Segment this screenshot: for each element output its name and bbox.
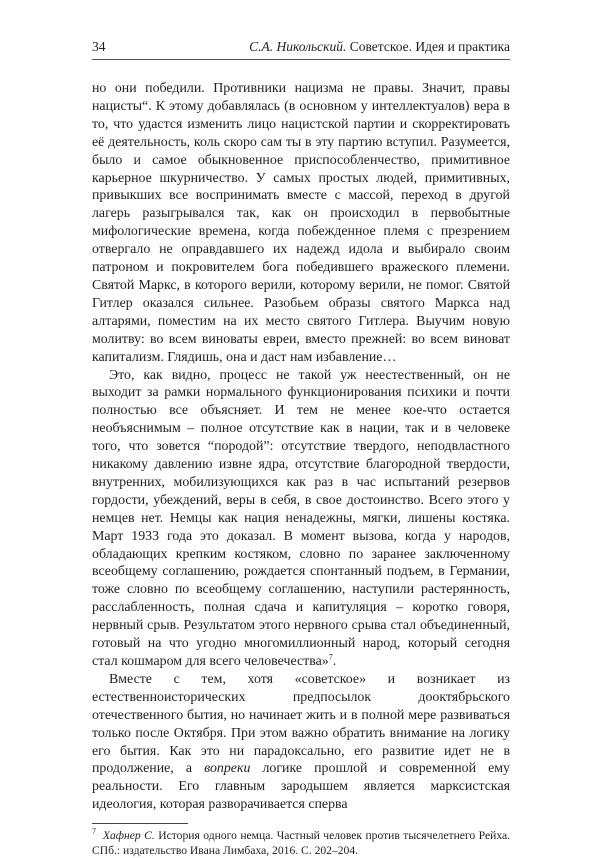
- paragraph-3-text-a: Вместе с тем, хотя «советское» и возникает из естественноисторических предпосылок дооктябрьского отечественного бытия, но начинает жить и в полной мере развиваться только после Октября. При этом важно обратить внимание на логику его бытия. Как это ни парадоксально, его развитие идет не в продолжение, а: [92, 671, 510, 777]
- running-title: [249, 38, 510, 55]
- running-header: [92, 38, 510, 60]
- footnote: [92, 828, 510, 858]
- page-number: 34: [92, 39, 106, 54]
- paragraph-2: Это, как видно, процесс не такой уж неестественный, он не выходит за рамки нормального функционирования психики и почти полностью все объясняет. И тем не менее кое-что остается необъяснимым – полное отсутствие как в нации, так и в человеке того, что зовется “породой”: отсутствие твердого, неподвластного никакому давлению извне ядра, отсутствие благородной твердости, внутренних, мобилизующихся как раз в час испытаний резервов гордости, убеждений, веры в себя, в свое достоинство. Всего этого у немцев нет. Немцы как нация ненадежны, мягки, лишены костяка. Март 1933 года это доказал. В момент вызова, когда у народов, обладающих крепким костяком, словно по заранее заключенному всеобщему соглашению, рождается спонтанный подъем, в Германии, тоже словно по всеобщему соглашению, наступили растерянность, расслабленность, полная сдача и капитуляция – коротко говоря, нервный срыв. Результатом этого нервного срыва стал объединенный, готовый на что угодно многомиллионный народ, который сегодня стал кошмаром для всего человечества»$^7$.: [92, 367, 510, 669]
- paragraph-2-text: Это, как видно, процесс не такой уж неестественный, он не выходит за рамки нормального функционирования психики и почти полностью все объясняет. И тем не менее кое-что остается необъяснимым – полное отсутствие как в нации, так и в человеке того, что зовется “породой”: отсутствие твердого, неподвластного никакому давлению извне ядра, отсутствие благородной твердости, внутренних, мобилизующихся как раз в час испытаний резервов гордости, убеждений, веры в себя, в свое достоинство. Всего этого у немцев нет. Немцы как нация ненадежны, мягки, лишены костяка. Март 1933 года это доказал. В момент вызова, когда у народов, обладающих крепким костяком, словно по заранее заключенному всеобщему соглашению, рождается спонтанный подъем, в Германии, тоже словно по всеобщему соглашению, наступили растерянность, расслабленность, полная сдача и капитуляция – коротко говоря, нервный срыв. Результатом этого нервного срыва стал объединенный, готовый на что угодно многомиллионный народ, который сегодня стал кошмаром для всего человечества»: [92, 367, 510, 669]
- running-author: С.А. Никольский.: [249, 39, 347, 54]
- footnote-divider: [92, 823, 188, 824]
- paragraph-3-emphasis: вопреки: [204, 761, 251, 777]
- paragraph-1: но они победили. Противники нацизма не правы. Значит, правы нацисты“. К этому добавлялась (в основном у интеллектуалов) вера в то, что удастся изменить лицо нацистской партии и скорректировать её деятельность, коль скоро сам ты в эту партию вступил. Разумеется, было и самое обыкновенное приспособленчество, примитивное карьерное шкурничество. У самых простых людей, примитивных, привыкших все воспринимать вместе с массой, переход в другой лагерь разыгрывался так, как он происходил в первобытные мифологические времена, когда побежденное племя с презрением отвергало не оправдавшего их надежд идола и выбирало своим патроном и покровителем бога победившего вражеского племени. Святой Маркс, в которого верили, которому верили, не помог. Святой Гитлер оказался сильнее. Разобьем образы святого Маркса над алтарями, поместим на их место святого Гитлера. Выучим новую молитву: во всем виноваты евреи, вместо прежней: во всем виноват капитализм. Глядишь, она и даст нам избавление…: [92, 81, 510, 365]
- main-text: [92, 80, 510, 814]
- footnote-number: 7: [92, 827, 96, 837]
- footnote-text: История одного немца. Частный человек против тысячелетнего Рейха. СПб.: издательство Ивана Лимбаха, 2016. С. 202–204.: [92, 829, 511, 858]
- book-page: [92, 38, 510, 858]
- paragraph-3-text-b: логике прошлой и современной ему реальности. Его главным зародышем является марксистская идеология, которая разворачивается сперва: [92, 761, 510, 813]
- footnote-author: Хафнер С.: [102, 829, 155, 843]
- paragraph-3: [92, 671, 510, 814]
- footnote-reference: 7: [328, 652, 333, 662]
- running-book-title: Советское. Идея и практика: [349, 39, 510, 54]
